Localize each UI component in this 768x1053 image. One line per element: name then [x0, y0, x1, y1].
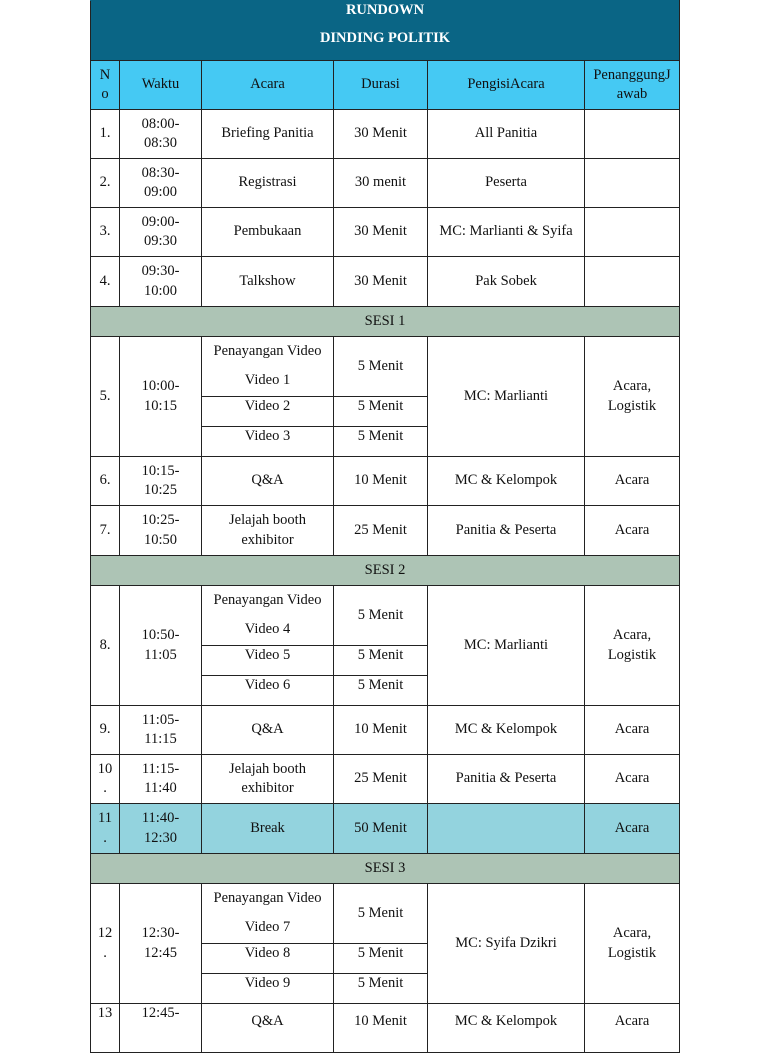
cell-pengisi	[428, 804, 585, 854]
cell-pengisi: MC: Marlianti	[428, 337, 585, 457]
table-row	[91, 208, 680, 257]
title-line-1: RUNDOWN	[91, 1, 680, 21]
cell-pengisi: Panitia & Peserta	[428, 755, 585, 804]
cell-acara: Break	[202, 804, 334, 854]
table-row	[91, 506, 680, 556]
cell-pengisi: MC & Kelompok	[428, 457, 585, 506]
cell-pj: Acara	[585, 457, 680, 506]
header-pengisi: PengisiAcara	[428, 61, 585, 110]
cell-pj	[585, 110, 680, 159]
video-title: Video 2	[202, 397, 334, 427]
header-no: N o	[91, 61, 120, 110]
header-row	[91, 61, 680, 110]
table-row	[91, 1004, 680, 1053]
cell-acara: Pembukaan	[202, 208, 334, 257]
cell-durasi: 10 Menit	[334, 1004, 428, 1053]
cell-no: 7.	[91, 506, 120, 556]
cell-waktu: 10:15- 10:25	[120, 457, 202, 506]
cell-no: 4.	[91, 257, 120, 307]
cell-durasi: 5 Menit	[334, 397, 428, 427]
cell-pj: Acara	[585, 804, 680, 854]
cell-acara: Q&A	[202, 457, 334, 506]
cell-waktu: 08:00- 08:30	[120, 110, 202, 159]
session-row	[91, 307, 680, 337]
cell-pengisi: Pak Sobek	[428, 257, 585, 307]
cell-acara: Jelajah booth exhibitor	[202, 506, 334, 556]
cell-pj: Acara	[585, 506, 680, 556]
cell-waktu: 12:30- 12:45	[120, 884, 202, 1004]
video-title: Video 6	[202, 676, 334, 706]
cell-pengisi: Panitia & Peserta	[428, 506, 585, 556]
cell-waktu: 10:25- 10:50	[120, 506, 202, 556]
cell-no: 13	[91, 1004, 120, 1053]
cell-durasi: 50 Menit	[334, 804, 428, 854]
cell-durasi: 10 Menit	[334, 457, 428, 506]
table-row	[91, 706, 680, 755]
cell-acara: Briefing Panitia	[202, 110, 334, 159]
video-title: Video 1	[244, 372, 291, 388]
title-row	[91, 1, 680, 21]
video-title: Video 3	[202, 427, 334, 457]
cell-no: 1.	[91, 110, 120, 159]
video-title: Video 8	[202, 944, 334, 974]
cell-acara-video-head	[202, 586, 334, 646]
cell-durasi: 5 Menit	[334, 427, 428, 457]
cell-durasi: 5 Menit	[334, 944, 428, 974]
video-heading: Penayangan Video	[213, 343, 322, 359]
cell-pj	[585, 257, 680, 307]
cell-durasi: 5 Menit	[334, 676, 428, 706]
cell-acara: Q&A	[202, 1004, 334, 1053]
session-label: SESI 1	[91, 307, 680, 337]
cell-waktu: 11:40- 12:30	[120, 804, 202, 854]
cell-waktu: 09:30- 10:00	[120, 257, 202, 307]
cell-no: 2.	[91, 159, 120, 208]
cell-waktu: 11:05- 11:15	[120, 706, 202, 755]
cell-no: 6.	[91, 457, 120, 506]
cell-pj: Acara	[585, 1004, 680, 1053]
session-label: SESI 3	[91, 854, 680, 884]
table-row	[91, 257, 680, 307]
cell-durasi: 5 Menit	[334, 337, 428, 397]
cell-pengisi: MC: Marlianti & Syifa	[428, 208, 585, 257]
video-heading: Penayangan Video	[213, 592, 322, 608]
cell-waktu: 10:50- 11:05	[120, 586, 202, 706]
cell-durasi: 5 Menit	[334, 974, 428, 1004]
cell-durasi: 30 menit	[334, 159, 428, 208]
cell-no: 12 .	[91, 884, 120, 1004]
rundown-sheet	[90, 0, 679, 1053]
cell-pengisi: MC & Kelompok	[428, 1004, 585, 1053]
cell-waktu: 10:00- 10:15	[120, 337, 202, 457]
video-title: Video 5	[202, 646, 334, 676]
table-row	[91, 110, 680, 159]
table-row	[91, 337, 680, 397]
cell-acara: Jelajah booth exhibitor	[202, 755, 334, 804]
cell-durasi: 30 Menit	[334, 208, 428, 257]
cell-pengisi: All Panitia	[428, 110, 585, 159]
video-title: Video 9	[202, 974, 334, 1004]
cell-pengisi: MC: Marlianti	[428, 586, 585, 706]
cell-no: 5.	[91, 337, 120, 457]
cell-durasi: 5 Menit	[334, 884, 428, 944]
table-row	[91, 586, 680, 646]
cell-waktu: 09:00- 09:30	[120, 208, 202, 257]
cell-no: 8.	[91, 586, 120, 706]
table-row	[91, 884, 680, 944]
cell-pj: Acara, Logistik	[585, 337, 680, 457]
cell-pj: Acara	[585, 755, 680, 804]
cell-waktu: 11:15- 11:40	[120, 755, 202, 804]
cell-no: 10 .	[91, 755, 120, 804]
cell-acara: Q&A	[202, 706, 334, 755]
header-acara: Acara	[202, 61, 334, 110]
cell-no: 9.	[91, 706, 120, 755]
cell-pj: Acara, Logistik	[585, 586, 680, 706]
cell-acara: Registrasi	[202, 159, 334, 208]
header-durasi: Durasi	[334, 61, 428, 110]
session-label: SESI 2	[91, 556, 680, 586]
cell-acara: Talkshow	[202, 257, 334, 307]
table-row	[91, 755, 680, 804]
header-waktu: Waktu	[120, 61, 202, 110]
cell-no: 11 .	[91, 804, 120, 854]
break-row	[91, 804, 680, 854]
cell-durasi: 10 Menit	[334, 706, 428, 755]
cell-acara-video-head	[202, 884, 334, 944]
cell-pj	[585, 159, 680, 208]
header-penanggung-jawab: PenanggungJ awab	[585, 61, 680, 110]
cell-pengisi: Peserta	[428, 159, 585, 208]
table-row	[91, 159, 680, 208]
cell-durasi: 30 Menit	[334, 110, 428, 159]
cell-pj	[585, 208, 680, 257]
cell-durasi: 5 Menit	[334, 586, 428, 646]
cell-pj: Acara, Logistik	[585, 884, 680, 1004]
cell-waktu: 08:30- 09:00	[120, 159, 202, 208]
cell-waktu: 12:45-	[120, 1004, 202, 1053]
session-row	[91, 556, 680, 586]
title-line-2: DINDING POLITIK	[91, 21, 680, 61]
cell-acara-video-head	[202, 337, 334, 397]
cell-durasi: 30 Menit	[334, 257, 428, 307]
cell-pengisi: MC: Syifa Dzikri	[428, 884, 585, 1004]
cell-durasi: 25 Menit	[334, 506, 428, 556]
cell-pj: Acara	[585, 706, 680, 755]
video-heading: Penayangan Video	[213, 890, 322, 906]
cell-durasi: 25 Menit	[334, 755, 428, 804]
table-row	[91, 457, 680, 506]
title-row	[91, 21, 680, 61]
session-row	[91, 854, 680, 884]
video-title: Video 4	[244, 621, 291, 637]
rundown-table	[90, 0, 680, 1053]
cell-no: 3.	[91, 208, 120, 257]
video-title: Video 7	[244, 919, 291, 935]
cell-pengisi: MC & Kelompok	[428, 706, 585, 755]
cell-durasi: 5 Menit	[334, 646, 428, 676]
